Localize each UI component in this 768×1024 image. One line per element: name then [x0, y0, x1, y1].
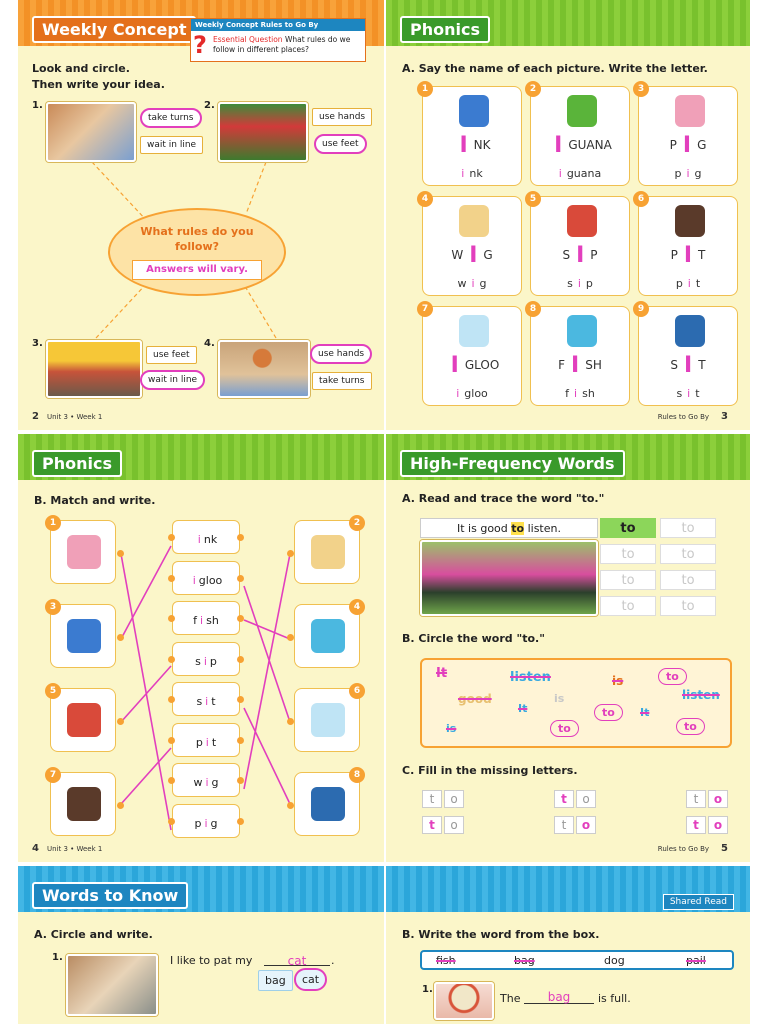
- match-dot[interactable]: [117, 718, 124, 725]
- circle-word-it[interactable]: It: [518, 702, 528, 715]
- card-number-badge: 1: [417, 81, 433, 97]
- match-dot[interactable]: [168, 777, 175, 784]
- written-letter-upper[interactable]: I: [571, 353, 580, 378]
- circle-word-to[interactable]: to: [676, 718, 705, 735]
- match-dot[interactable]: [287, 634, 294, 641]
- ink-bottle-icon: [67, 619, 101, 653]
- photo-bag-of-flowers: [434, 982, 494, 1020]
- sip-boy-icon: [67, 703, 101, 737]
- card-number-badge: 8: [349, 767, 365, 783]
- upper-prefix: P: [669, 138, 677, 152]
- written-letter[interactable]: i: [205, 776, 209, 789]
- match-word-box: [172, 763, 240, 797]
- written-letter-upper[interactable]: I: [554, 133, 563, 158]
- letter-tile[interactable]: o: [708, 816, 728, 834]
- word-suffix: gloo: [198, 573, 223, 587]
- fish-icon: [311, 619, 345, 653]
- letter-tile-pair: [422, 814, 464, 834]
- sentence-end: listen.: [524, 522, 561, 535]
- page-phonics-b: [18, 434, 384, 862]
- answer-blank[interactable]: [524, 986, 594, 1004]
- uppercase-word: [423, 353, 521, 378]
- written-letter-lower[interactable]: i: [687, 277, 691, 290]
- item-1-option-take-turns[interactable]: take turns: [140, 108, 202, 128]
- sentence-text: I like to pat my: [170, 954, 253, 967]
- circle-word-to[interactable]: to: [594, 704, 623, 721]
- match-dot[interactable]: [237, 696, 244, 703]
- page-shared-read: [386, 866, 750, 1024]
- letter-tile[interactable]: t: [686, 816, 706, 834]
- match-dot[interactable]: [237, 615, 244, 622]
- written-letter-upper[interactable]: I: [576, 243, 585, 268]
- footer-text: Rules to Go By: [657, 845, 710, 853]
- lowercase-word: [423, 167, 521, 180]
- circle-word-to[interactable]: to: [550, 720, 579, 737]
- letter-tile[interactable]: o: [444, 790, 464, 808]
- answer-text: bag: [547, 990, 571, 1004]
- word-prefix: f: [193, 614, 198, 627]
- instruction-b: B. Circle the word "to.": [402, 632, 545, 645]
- written-letter-lower[interactable]: i: [471, 277, 475, 290]
- page-title: Weekly Concept: [32, 16, 196, 43]
- pig-icon: [67, 535, 101, 569]
- word-box-fish[interactable]: fish: [436, 954, 456, 967]
- lower-prefix: f: [565, 387, 570, 400]
- lowercase-word: [531, 387, 629, 400]
- photo-basketball: [218, 340, 310, 398]
- written-letter-lower[interactable]: i: [456, 387, 460, 400]
- written-letter[interactable]: i: [203, 654, 207, 668]
- card-number-badge: 6: [633, 191, 649, 207]
- photo-coach-team: [420, 540, 598, 616]
- footer: [32, 843, 102, 854]
- match-dot[interactable]: [117, 550, 124, 557]
- phonics-card-8: [530, 306, 630, 406]
- phonics-card-4: [422, 196, 522, 296]
- sip-boy-icon: [567, 205, 597, 237]
- letter-tile[interactable]: o: [708, 790, 728, 808]
- match-dot[interactable]: [287, 802, 294, 809]
- eq-text: What rules do we follow in different places?: [213, 35, 351, 54]
- word-suffix: sh: [206, 614, 219, 627]
- photo-girl-with-cat: [66, 954, 158, 1016]
- sentence-start: It is good: [457, 522, 512, 535]
- letter-tile[interactable]: t: [554, 816, 574, 834]
- word-prefix: w: [193, 776, 203, 789]
- lower-suffix: nk: [469, 167, 483, 180]
- letter-tile-pair: [686, 788, 728, 808]
- lowercase-word: [423, 277, 521, 290]
- written-letter[interactable]: i: [197, 533, 201, 546]
- written-letter[interactable]: i: [205, 695, 209, 708]
- center-answer: Answers will vary.: [132, 260, 262, 280]
- sentence-strip: [420, 518, 598, 538]
- lowercase-word: [639, 167, 737, 180]
- banner-tag: Weekly Concept Rules to Go By: [191, 19, 365, 31]
- word-prefix: s: [196, 695, 203, 708]
- uppercase-word: [639, 243, 737, 268]
- phonics-card-7: [422, 306, 522, 406]
- trace-word-6[interactable]: to: [660, 570, 716, 590]
- word-suffix: t: [211, 695, 216, 708]
- match-dot[interactable]: [117, 802, 124, 809]
- shared-read-tag: Shared Read: [663, 894, 734, 910]
- word-suffix: p: [209, 654, 217, 668]
- match-word-box: [172, 520, 240, 554]
- word-prefix: p: [195, 735, 203, 749]
- circle-word-is[interactable]: is: [446, 722, 457, 735]
- match-picture-left-5[interactable]: [50, 688, 116, 752]
- instruction-a: A. Read and trace the word "to.": [402, 492, 605, 505]
- match-word-box: [172, 804, 240, 838]
- word-suffix: nk: [203, 533, 218, 546]
- instruction-2: Then write your idea.: [32, 78, 165, 91]
- footer: [658, 843, 736, 854]
- match-dot[interactable]: [237, 777, 244, 784]
- letter-tile-pair: [422, 788, 464, 808]
- written-letter-lower[interactable]: i: [687, 387, 691, 400]
- item-4-number: 4.: [204, 338, 215, 349]
- upper-prefix: S: [670, 358, 679, 372]
- card-number-badge: 1: [45, 515, 61, 531]
- uppercase-word: [639, 133, 737, 158]
- card-number-badge: 5: [525, 191, 541, 207]
- phonics-card-5: [530, 196, 630, 296]
- letter-tile[interactable]: t: [422, 816, 442, 834]
- uppercase-word: [423, 243, 521, 268]
- letter-tile[interactable]: o: [576, 816, 596, 834]
- sentence-end: is full.: [598, 992, 631, 1005]
- card-number-badge: 3: [45, 599, 61, 615]
- item-4-option-use-hands[interactable]: use hands: [310, 344, 372, 364]
- match-word-box: [172, 601, 240, 635]
- instruction: B. Write the word from the box.: [402, 928, 600, 941]
- letter-tile[interactable]: t: [686, 790, 706, 808]
- item-3-option-use-feet[interactable]: use feet: [146, 346, 197, 364]
- wig-icon: [311, 535, 345, 569]
- uppercase-word: [531, 353, 629, 378]
- circle-word-is[interactable]: is: [612, 674, 624, 688]
- lower-suffix: t: [695, 387, 700, 400]
- letter-tile-pair: [554, 788, 596, 808]
- word-prefix: p: [194, 816, 202, 830]
- word-prefix: s: [195, 654, 201, 668]
- footer-text: Unit 3 • Week 1: [46, 413, 103, 421]
- upper-prefix: P: [670, 248, 678, 262]
- card-number-badge: 2: [349, 515, 365, 531]
- trace-word-3[interactable]: to: [600, 544, 656, 564]
- written-letter-lower[interactable]: i: [558, 167, 562, 180]
- option-bag[interactable]: bag: [258, 970, 293, 991]
- footer-text: Unit 3 • Week 1: [46, 845, 103, 853]
- instruction-1: Look and circle.: [32, 62, 130, 75]
- written-letter-upper[interactable]: I: [450, 353, 459, 378]
- sentence-start: The: [500, 992, 521, 1005]
- match-dot[interactable]: [168, 615, 175, 622]
- lowercase-word: [531, 277, 629, 290]
- lower-prefix: p: [674, 167, 682, 180]
- written-letter-lower[interactable]: i: [577, 277, 581, 290]
- iguana-icon: [567, 95, 597, 127]
- sit-boy-icon: [675, 315, 705, 347]
- card-number-badge: 9: [633, 301, 649, 317]
- word-suffix: g: [210, 816, 218, 830]
- match-dot[interactable]: [287, 550, 294, 557]
- match-picture-left-1[interactable]: [50, 520, 116, 584]
- lowercase-word: [639, 277, 737, 290]
- pit-icon: [67, 787, 101, 821]
- page-high-frequency-words: [386, 434, 750, 862]
- match-dot[interactable]: [287, 718, 294, 725]
- written-letter-lower[interactable]: i: [574, 387, 578, 400]
- phonics-card-3: [638, 86, 738, 186]
- period-mark: .: [331, 954, 335, 967]
- written-letter-lower[interactable]: i: [461, 167, 465, 180]
- trace-word-1[interactable]: to: [600, 518, 656, 538]
- match-picture-left-3[interactable]: [50, 604, 116, 668]
- footer-text: Rules to Go By: [657, 413, 710, 421]
- pit-icon: [675, 205, 705, 237]
- circle-word-to[interactable]: to: [658, 668, 687, 685]
- lower-suffix: sh: [582, 387, 595, 400]
- page-title: Words to Know: [32, 882, 188, 909]
- written-letter-upper[interactable]: I: [459, 133, 468, 158]
- upper-prefix: F: [558, 358, 566, 372]
- photo-kids-playing: [46, 102, 136, 162]
- match-dot[interactable]: [237, 534, 244, 541]
- circle-word-good[interactable]: good: [458, 692, 492, 706]
- lower-suffix: t: [695, 277, 701, 290]
- center-question: What rules do you follow?: [140, 225, 254, 253]
- match-picture-right-6[interactable]: [294, 688, 360, 752]
- phonics-card-1: [422, 86, 522, 186]
- match-word-box: [172, 561, 240, 595]
- upper-suffix: T: [698, 358, 706, 372]
- lower-suffix: p: [585, 277, 593, 290]
- written-letter[interactable]: i: [205, 735, 209, 749]
- sit-boy-icon: [311, 787, 345, 821]
- match-word-box: [172, 682, 240, 716]
- match-word-box: [172, 723, 240, 757]
- match-word-box: [172, 642, 240, 676]
- trace-word-2[interactable]: to: [660, 518, 716, 538]
- written-letter[interactable]: i: [204, 816, 208, 830]
- match-picture-left-7[interactable]: [50, 772, 116, 836]
- match-picture-right-4[interactable]: [294, 604, 360, 668]
- match-dot[interactable]: [168, 818, 175, 825]
- item-4-option-take-turns[interactable]: take turns: [312, 372, 372, 390]
- written-letter-lower[interactable]: i: [686, 167, 690, 180]
- written-letter-upper[interactable]: I: [684, 353, 693, 378]
- item-2-option-use-feet[interactable]: use feet: [314, 134, 367, 154]
- instruction-c: C. Fill in the missing letters.: [402, 764, 578, 777]
- instruction: A. Circle and write.: [34, 928, 153, 941]
- match-dot[interactable]: [168, 696, 175, 703]
- circle-word-it[interactable]: It: [640, 706, 650, 719]
- match-picture-right-8[interactable]: [294, 772, 360, 836]
- item-3-number: 3.: [32, 338, 43, 349]
- lower-prefix: p: [675, 277, 683, 290]
- lower-suffix: gloo: [464, 387, 488, 400]
- match-dot[interactable]: [237, 575, 244, 582]
- written-letter-upper[interactable]: I: [469, 243, 478, 268]
- instruction: A. Say the name of each picture. Write the letter.: [402, 62, 708, 75]
- option-cat[interactable]: cat: [294, 968, 327, 991]
- card-number-badge: 4: [417, 191, 433, 207]
- word-suffix: t: [211, 735, 217, 749]
- page-title: Phonics: [400, 16, 490, 43]
- sentence-highlight-to: to: [511, 522, 525, 535]
- igloo-icon: [459, 315, 489, 347]
- card-number-badge: 7: [417, 301, 433, 317]
- footer: [658, 411, 736, 422]
- lower-prefix: s: [567, 277, 573, 290]
- trace-word-4[interactable]: to: [660, 544, 716, 564]
- instruction: B. Match and write.: [34, 494, 156, 507]
- circle-word-it[interactable]: It: [436, 666, 448, 681]
- photo-soccer-feet: [218, 102, 308, 162]
- igloo-icon: [311, 703, 345, 737]
- page-phonics-a: [386, 0, 750, 430]
- card-number-badge: 5: [45, 683, 61, 699]
- letter-tile[interactable]: t: [554, 790, 574, 808]
- word-box-bag[interactable]: bag: [514, 954, 535, 967]
- trace-word-5[interactable]: to: [600, 570, 656, 590]
- match-dot[interactable]: [237, 818, 244, 825]
- match-dot[interactable]: [168, 656, 175, 663]
- wig-icon: [459, 205, 489, 237]
- item-1-number: 1.: [32, 100, 43, 111]
- card-number-badge: 6: [349, 683, 365, 699]
- letter-tile[interactable]: o: [444, 816, 464, 834]
- written-letter[interactable]: i: [200, 614, 204, 627]
- word-box-dog[interactable]: dog: [604, 954, 625, 967]
- written-letter[interactable]: i: [192, 573, 196, 587]
- circle-word-listen[interactable]: listen: [510, 670, 551, 685]
- ink-bottle-icon: [459, 95, 489, 127]
- trace-word-7[interactable]: to: [600, 596, 656, 616]
- upper-suffix: GLOO: [464, 358, 500, 372]
- lower-suffix: g: [479, 277, 487, 290]
- phonics-card-2: [530, 86, 630, 186]
- uppercase-word: [531, 243, 629, 268]
- item-2-number: 2.: [204, 100, 215, 111]
- item-1-number: 1.: [52, 952, 63, 963]
- trace-word-8[interactable]: to: [660, 596, 716, 616]
- match-dot[interactable]: [168, 737, 175, 744]
- upper-suffix: SH: [585, 358, 602, 372]
- word-box-pail[interactable]: pail: [686, 954, 706, 967]
- lowercase-word: [423, 387, 521, 400]
- item-2-option-use-hands[interactable]: use hands: [312, 108, 372, 126]
- upper-suffix: T: [698, 248, 706, 262]
- upper-suffix: P: [590, 248, 598, 262]
- circle-word-is[interactable]: is: [554, 692, 565, 705]
- card-number-badge: 3: [633, 81, 649, 97]
- lower-prefix: s: [676, 387, 683, 400]
- page-weekly-concept: [18, 0, 384, 430]
- written-letter-upper[interactable]: I: [682, 133, 692, 158]
- fish-icon: [567, 315, 597, 347]
- uppercase-word: [423, 133, 521, 158]
- match-dot[interactable]: [117, 634, 124, 641]
- upper-prefix: S: [562, 248, 571, 262]
- page-number: 4: [32, 843, 39, 854]
- page-title: Phonics: [32, 450, 122, 477]
- word-suffix: g: [211, 776, 219, 789]
- uppercase-word: [639, 353, 737, 378]
- card-number-badge: 8: [525, 301, 541, 317]
- page-number: 2: [32, 411, 39, 422]
- letter-tile[interactable]: t: [422, 790, 442, 808]
- page-title: High-Frequency Words: [400, 450, 625, 477]
- upper-suffix: G: [697, 138, 707, 152]
- letter-tile[interactable]: o: [576, 790, 596, 808]
- card-number-badge: 7: [45, 767, 61, 783]
- page-number: 5: [721, 843, 728, 854]
- lowercase-word: [531, 167, 629, 180]
- phonics-card-6: [638, 196, 738, 296]
- uppercase-word: [531, 133, 629, 158]
- answer-blank[interactable]: [264, 950, 330, 966]
- item-3-option-wait-in-line[interactable]: wait in line: [140, 370, 205, 390]
- footer: [32, 411, 102, 422]
- lower-suffix: g: [694, 167, 702, 180]
- question-mark-icon: ?: [193, 31, 207, 59]
- written-letter-upper[interactable]: I: [683, 243, 693, 268]
- item-1-option-wait-in-line[interactable]: wait in line: [140, 136, 203, 154]
- answer-text: cat: [287, 954, 307, 968]
- match-dot[interactable]: [168, 534, 175, 541]
- phonics-card-9: [638, 306, 738, 406]
- eq-label: Essential Question: [213, 35, 283, 44]
- match-dot[interactable]: [237, 656, 244, 663]
- match-picture-right-2[interactable]: [294, 520, 360, 584]
- card-number-badge: 4: [349, 599, 365, 615]
- card-number-badge: 2: [525, 81, 541, 97]
- circle-word-listen[interactable]: listen: [682, 688, 720, 702]
- match-dot[interactable]: [168, 575, 175, 582]
- letter-tile-pair: [554, 814, 596, 834]
- upper-prefix: W: [451, 248, 464, 262]
- page-number: 3: [721, 411, 728, 422]
- upper-suffix: GUANA: [568, 138, 612, 152]
- upper-suffix: G: [483, 248, 493, 262]
- lower-prefix: w: [457, 277, 467, 290]
- photo-kids-in-line: [46, 340, 142, 398]
- page-words-to-know: [18, 866, 384, 1024]
- letter-tile-pair: [686, 814, 728, 834]
- upper-suffix: NK: [473, 138, 491, 152]
- pig-icon: [675, 95, 705, 127]
- lower-suffix: guana: [566, 167, 602, 180]
- center-question-oval: [108, 208, 286, 296]
- item-1-number: 1.: [422, 984, 433, 995]
- match-dot[interactable]: [237, 737, 244, 744]
- lowercase-word: [639, 387, 737, 400]
